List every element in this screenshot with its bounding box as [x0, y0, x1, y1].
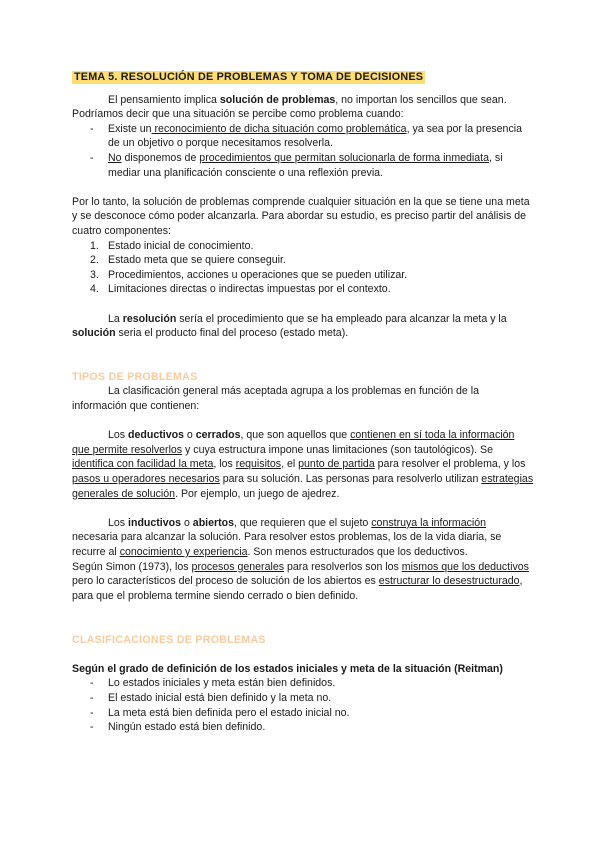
deductive-paragraph: Los deductivos o cerrados, que son aquellos que contienen en sí toda la información que permite resolverlos y cuya estructura impone unas limitaciones (son tautológicos). Se identifica con facilidad la meta, los requisitos, el punto de partida para resolver el problema, y los pasos u operadores necesarios para su solución. Las personas para resolverlo utilizan estrategias generales de solución. Por ejemplo, un juego de ajedrez. — [72, 429, 534, 500]
list-item: 2. Estado meta que se quiere conseguir. — [90, 254, 286, 267]
list-item: - El estado inicial está bien definido y la meta no. — [72, 691, 534, 706]
list-item: - La meta está bien definida pero el estado inicial no. — [72, 706, 534, 721]
list-item: 1. Estado inicial de conocimiento. — [90, 239, 254, 252]
document-page — [72, 66, 534, 735]
document-title: TEMA 5. RESOLUCIÓN DE PROBLEMAS Y TOMA DE DECISIONES — [74, 71, 424, 83]
list-item: 3. Procedimientos, acciones u operaciones que se pueden utilizar. — [90, 268, 408, 281]
simon-paragraph: Según Simon (1973), los procesos generales para resolverlos son los mismos que los deductivos pero lo característicos del proceso de solución de los abiertos es estructurar lo desestructurado, para que el problema termine siendo cerrado o bien definido. — [72, 560, 529, 602]
reitman-list — [72, 676, 534, 734]
components-list — [72, 239, 534, 297]
reitman-subheading: Según el grado de definición de los estados iniciales y meta de la situación (Reitman) — [72, 662, 503, 675]
intro-paragraph: El pensamiento implica solución de problemas, no importan los sencillos que sean. Podríamos decir que una situación se percibe como problema cuando: — [72, 93, 507, 121]
section-heading-clasificaciones: CLASIFICACIONES DE PROBLEMAS — [72, 633, 266, 646]
tipos-intro-paragraph: La clasificación general más aceptada agrupa a los problemas en función de la información que contienen: — [72, 385, 480, 413]
list-item: - Ningún estado está bien definido. — [72, 720, 534, 735]
section-heading-tipos: TIPOS DE PROBLEMAS — [72, 370, 198, 383]
list-item: - Lo estados iniciales y meta están bien definidos. — [72, 676, 534, 691]
list-item: - Existe un reconocimiento de dicha situación como problemática, ya sea por la presencia de un objetivo o porque necesitamos resolverla. — [72, 122, 534, 151]
analysis-paragraph: Por lo tanto, la solución de problemas comprende cualquier situación en la que se tiene una meta y se desconoce cómo poder alcanzarla. Para abordar su estudio, es preciso partir del análisis de cuatro componentes: — [72, 195, 530, 237]
list-item: - No disponemos de procedimientos que permitan solucionarla de forma inmediata, si mediar una planificación consciente o una reflexión previa. — [72, 151, 534, 180]
resolution-paragraph: La resolución sería el procedimiento que se ha empleado para alcanzar la meta y la solución seria el producto final del proceso (estado meta). — [72, 312, 507, 340]
list-item: 4. Limitaciones directas o indirectas impuestas por el contexto. — [90, 283, 391, 296]
inductive-paragraph: Los inductivos o abiertos, que requieren que el sujeto construya la información necesaria para alcanzar la solución. Para resolver estos problemas, los de la vida diaria, se recurre al conocimiento y experiencia. Son menos estructurados que los deductivos. — [72, 516, 502, 558]
problem-conditions-list — [72, 122, 534, 180]
